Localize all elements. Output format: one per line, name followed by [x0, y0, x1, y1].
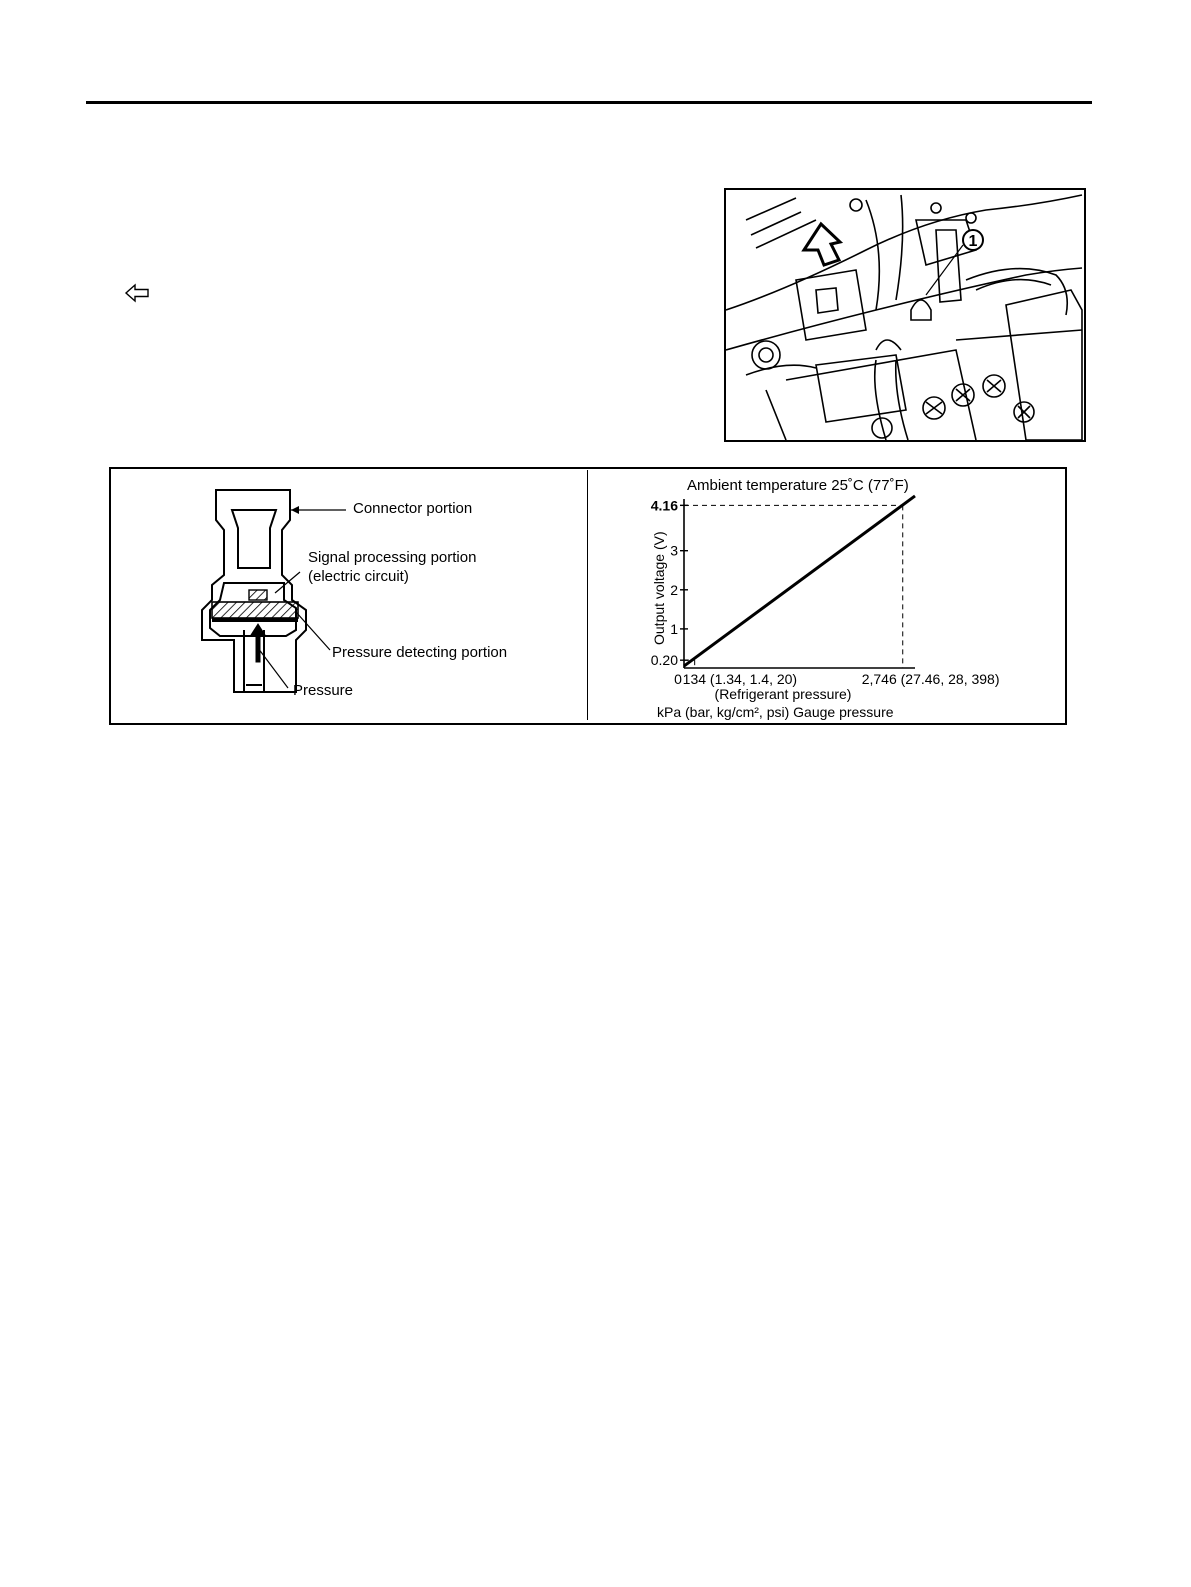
chart-series-line: [684, 496, 915, 666]
chart-y-tick-label: 4.16: [650, 497, 678, 514]
chart-series: [684, 496, 915, 666]
svg-text:1: 1: [968, 233, 978, 250]
chart-y-tick-label: 3: [670, 542, 678, 559]
chart-ylabel: Output voltage (V): [651, 531, 667, 645]
engine-bay-illustration: [724, 188, 1086, 442]
chart-y-tick-label: 0.20: [650, 652, 678, 669]
chart-y-tick-label: 1: [670, 620, 678, 637]
chart-axes: [684, 499, 915, 668]
pressure-label: Pressure: [293, 682, 354, 699]
front-direction-arrow-icon: [804, 224, 840, 265]
chart-xlabel-line2: kPa (bar, kg/cm², psi) Gauge pressure: [657, 704, 894, 720]
signal-processing-sublabel: (electric circuit): [308, 568, 409, 585]
chart-ticks: [651, 497, 1000, 687]
output-voltage-chart: [590, 470, 1065, 722]
pressure-detecting-label: Pressure detecting portion: [332, 644, 508, 661]
signal-processing-label: Signal processing portion: [308, 549, 477, 566]
chart-x-tick-label: 2,746 (27.46, 28, 398): [861, 671, 1000, 687]
chart-x-tick-label: 0: [674, 671, 682, 687]
sensor-leader-lines: [0, 0, 600, 740]
chart-y-tick-label: 2: [670, 581, 678, 598]
chart-x-tick-label: 134 (1.34, 1.4, 20): [682, 671, 798, 687]
connector-portion-label: Connector portion: [353, 500, 473, 517]
chart-title: Ambient temperature 25˚C (77˚F): [687, 477, 909, 494]
chart-xlabel-line1: (Refrigerant pressure): [714, 686, 852, 702]
